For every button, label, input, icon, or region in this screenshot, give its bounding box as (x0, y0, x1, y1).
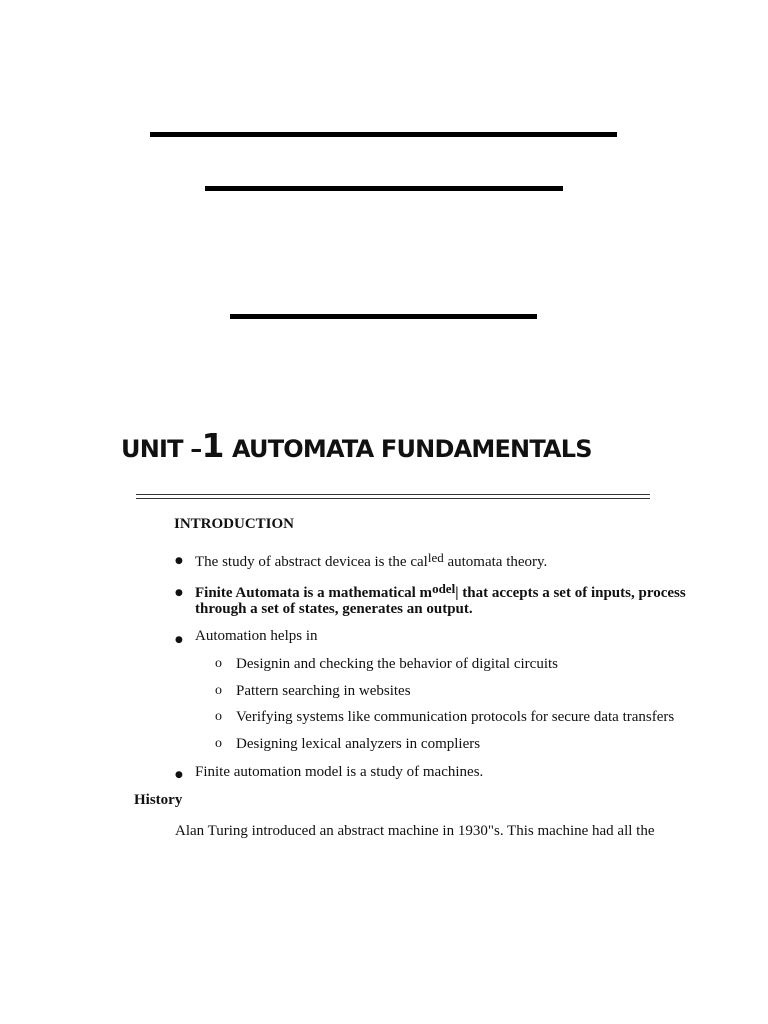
bullet-3-marker: ● (175, 635, 183, 645)
sub-item-2: Pattern searching in websites (236, 683, 411, 699)
bullet-2-text (195, 581, 686, 602)
bullet-3-text: Automation helps in (195, 628, 318, 644)
sub-item-3: Verifying systems like communication protocols for secure data transfers (236, 709, 675, 725)
bullet-4-text: Finite automation model is a study of machines. (195, 764, 484, 780)
sub-bullet-1-marker: o (215, 656, 222, 671)
top-rule-2 (205, 186, 563, 191)
unit-heading (121, 420, 592, 475)
bullet-2-part-b: | that accepts a set of inputs, process (455, 585, 686, 601)
bullet-2-raised: odel (432, 581, 456, 596)
sub-item-4: Designing lexical analyzers in compliers (236, 736, 481, 752)
heading-double-rule (136, 494, 650, 499)
unit-title: AUTOMATA FUNDAMENTALS (231, 435, 592, 463)
unit-number: 1 (201, 426, 225, 465)
bullet-1-part-a: The study of abstract devicea is the cal (195, 554, 428, 570)
bullet-1-text (195, 550, 547, 571)
sub-bullet-3-marker: o (215, 709, 222, 724)
sub-item-1: Designin and checking the behavior of digital circuits (236, 656, 558, 672)
bullet-1-marker: ● (175, 556, 183, 566)
bullet-2-marker: ● (175, 588, 183, 598)
bullet-2-line-2: through a set of states, generates an output. (195, 601, 473, 617)
unit-prefix: UNIT – (121, 435, 202, 463)
bullet-4-marker: ● (175, 770, 183, 780)
top-rule-3 (230, 314, 537, 319)
history-title: History (134, 792, 183, 808)
sub-bullet-4-marker: o (215, 736, 222, 751)
bullet-2-part-a: Finite Automata is a mathematical m (195, 585, 433, 601)
sub-bullet-2-marker: o (215, 683, 222, 698)
introduction-title: INTRODUCTION (174, 516, 295, 532)
bullet-1-part-b: automata theory. (443, 554, 548, 570)
history-text: Alan Turing introduced an abstract machine in 1930"s. This machine had all the (175, 823, 655, 839)
bullet-1-raised: led (427, 550, 444, 565)
top-rule-1 (150, 132, 617, 137)
